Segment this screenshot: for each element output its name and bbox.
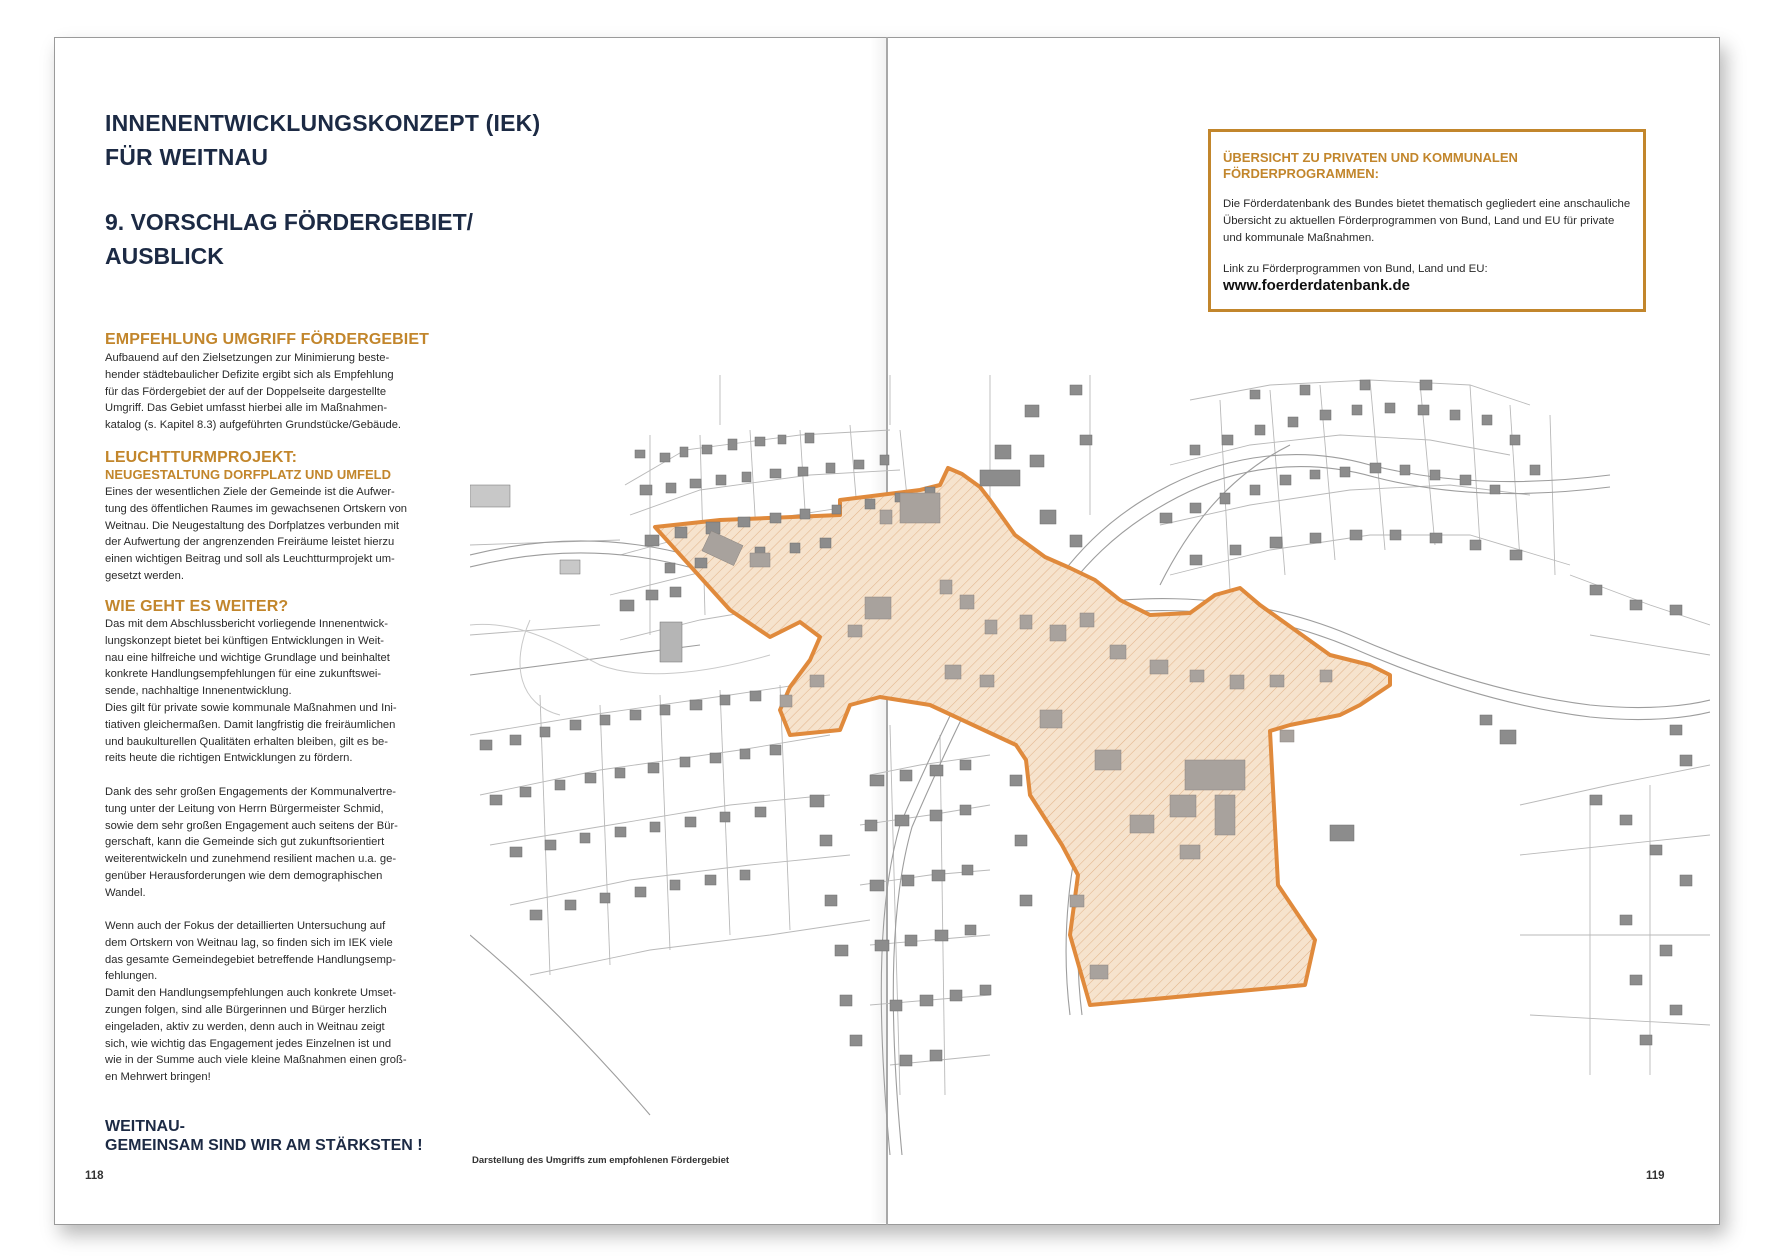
funding-database-link[interactable]: www.foerderdatenbank.de	[1223, 277, 1410, 294]
section-text-weiter-1: Das mit dem Abschlussbericht vorliegende Innenentwick- lungskonzept bietet bei künftigen Entwicklungen in Weit- nau eine hilfreiche und wichtige Grundlage und beinhaltet konkrete Handlungsempfehlungen für eine zukunftswei- sende, nachhaltige Innenentwicklung. Dies gilt für private sowie kommunale Maßnahmen und Ini- tiativen gleichermaßen. Damit langfristig die freiräumlichen und baukulturellen Qualitäten erhalten bleiben, gilt es be- reits heute die richtigen Entwicklungen zu fördern.	[105, 618, 397, 765]
page-number-right: 119	[1646, 1170, 1665, 1182]
closing-slogan: WEITNAU- GEMEINSAM SIND WIR AM STÄRKSTEN !	[105, 1118, 423, 1154]
funding-info-box	[1208, 129, 1646, 312]
info-box-link-label: Link zu Förderprogrammen von Bund, Land und EU:	[1223, 263, 1488, 275]
info-box-text: Die Förderdatenbank des Bundes bietet thematisch gegliedert eine anschauliche Übersicht zu aktuellen Förderprogrammen von Bund, Land und EU für private und kommunale Maßnahmen.	[1223, 198, 1631, 244]
map-caption: Darstellung des Umgriffs zum empfohlenen Fördergebiet	[472, 1155, 730, 1166]
chapter-line-1: 9. VORSCHLAG FÖRDERGEBIET/	[105, 209, 474, 235]
page-number-left: 118	[85, 1170, 104, 1182]
title-line-1: INNENENTWICKLUNGSKONZEPT (IEK)	[105, 110, 541, 136]
section-text-empfehlung: Aufbauend auf den Zielsetzungen zur Minimierung beste- hender städtebaulicher Defizite ergibt sich als Empfehlung für das Fördergebiet der auf der Doppelseite dargestellte Umgriff. Das Gebiet umfasst hierbei alle im Maßnahmen- katalog (s. Kapitel 8.3) aufgeführten Grundstücke/Gebäude.	[105, 352, 402, 432]
chapter-title	[105, 205, 473, 273]
title-line-2: FÜR WEITNAU	[105, 144, 269, 170]
document-title	[105, 106, 540, 174]
chapter-line-2: AUSBLICK	[105, 243, 224, 269]
section-heading-weiter: WIE GEHT ES WEITER?	[105, 598, 289, 615]
section-heading-empfehlung: EMPFEHLUNG UMGRIFF FÖRDERGEBIET	[105, 331, 429, 348]
section-text-weiter-3: Wenn auch der Fokus der detaillierten Untersuchung auf dem Ortskern von Weitnau lag, so finden sich im IEK viele das gesamte Gemeindegebiet betreffende Handlungsemp- fehlungen. Damit den Handlungsempfehlungen auch konkrete Umset- zungen folgen, sind alle Bürgerinnen und Bürger herzlich eingeladen, aktiv zu werden, denn auch in Weitnau zeigt sich, wie wichtig das Engagement jedes Einzelnen ist und wie in der Summe auch viele kleine Maßnahmen einen groß- en Mehrwert bringen!	[105, 920, 407, 1084]
site-plan-map	[470, 375, 1710, 1155]
section-text-weiter-2: Dank des sehr großen Engagements der Kommunalvertre- tung unter der Leitung von Herrn Bürgermeister Schmid, sowie dem sehr großen Engagement auch seitens der Bür- gerschaft, kann die Gemeinde sich gut zukunftsorientiert weiterentwickeln und zunehmend resilient machen u.a. ge- genüber Herausforderungen wie dem demographischen Wandel.	[105, 786, 398, 899]
info-box-title: ÜBERSICHT ZU PRIVATEN UND KOMMUNALEN FÖRDERPROGRAMMEN:	[1223, 150, 1518, 181]
section-subheading-leuchtturm: NEUGESTALTUNG DORFPLATZ UND UMFELD	[105, 467, 391, 482]
section-heading-leuchtturm: LEUCHTTURMPROJEKT:	[105, 449, 298, 466]
section-text-leuchtturm: Eines der wesentlichen Ziele der Gemeinde ist die Aufwer- tung des öffentlichen Raumes im gewachsenen Ortskern von Weitnau. Die Neugestaltung des Dorfplatzes verbunden mit der Aufwertung der angrenzenden Freiräume leistet hierzu einen wichtigen Beitrag und soll als Leuchtturmprojekt um- gesetzt werden.	[105, 486, 408, 582]
